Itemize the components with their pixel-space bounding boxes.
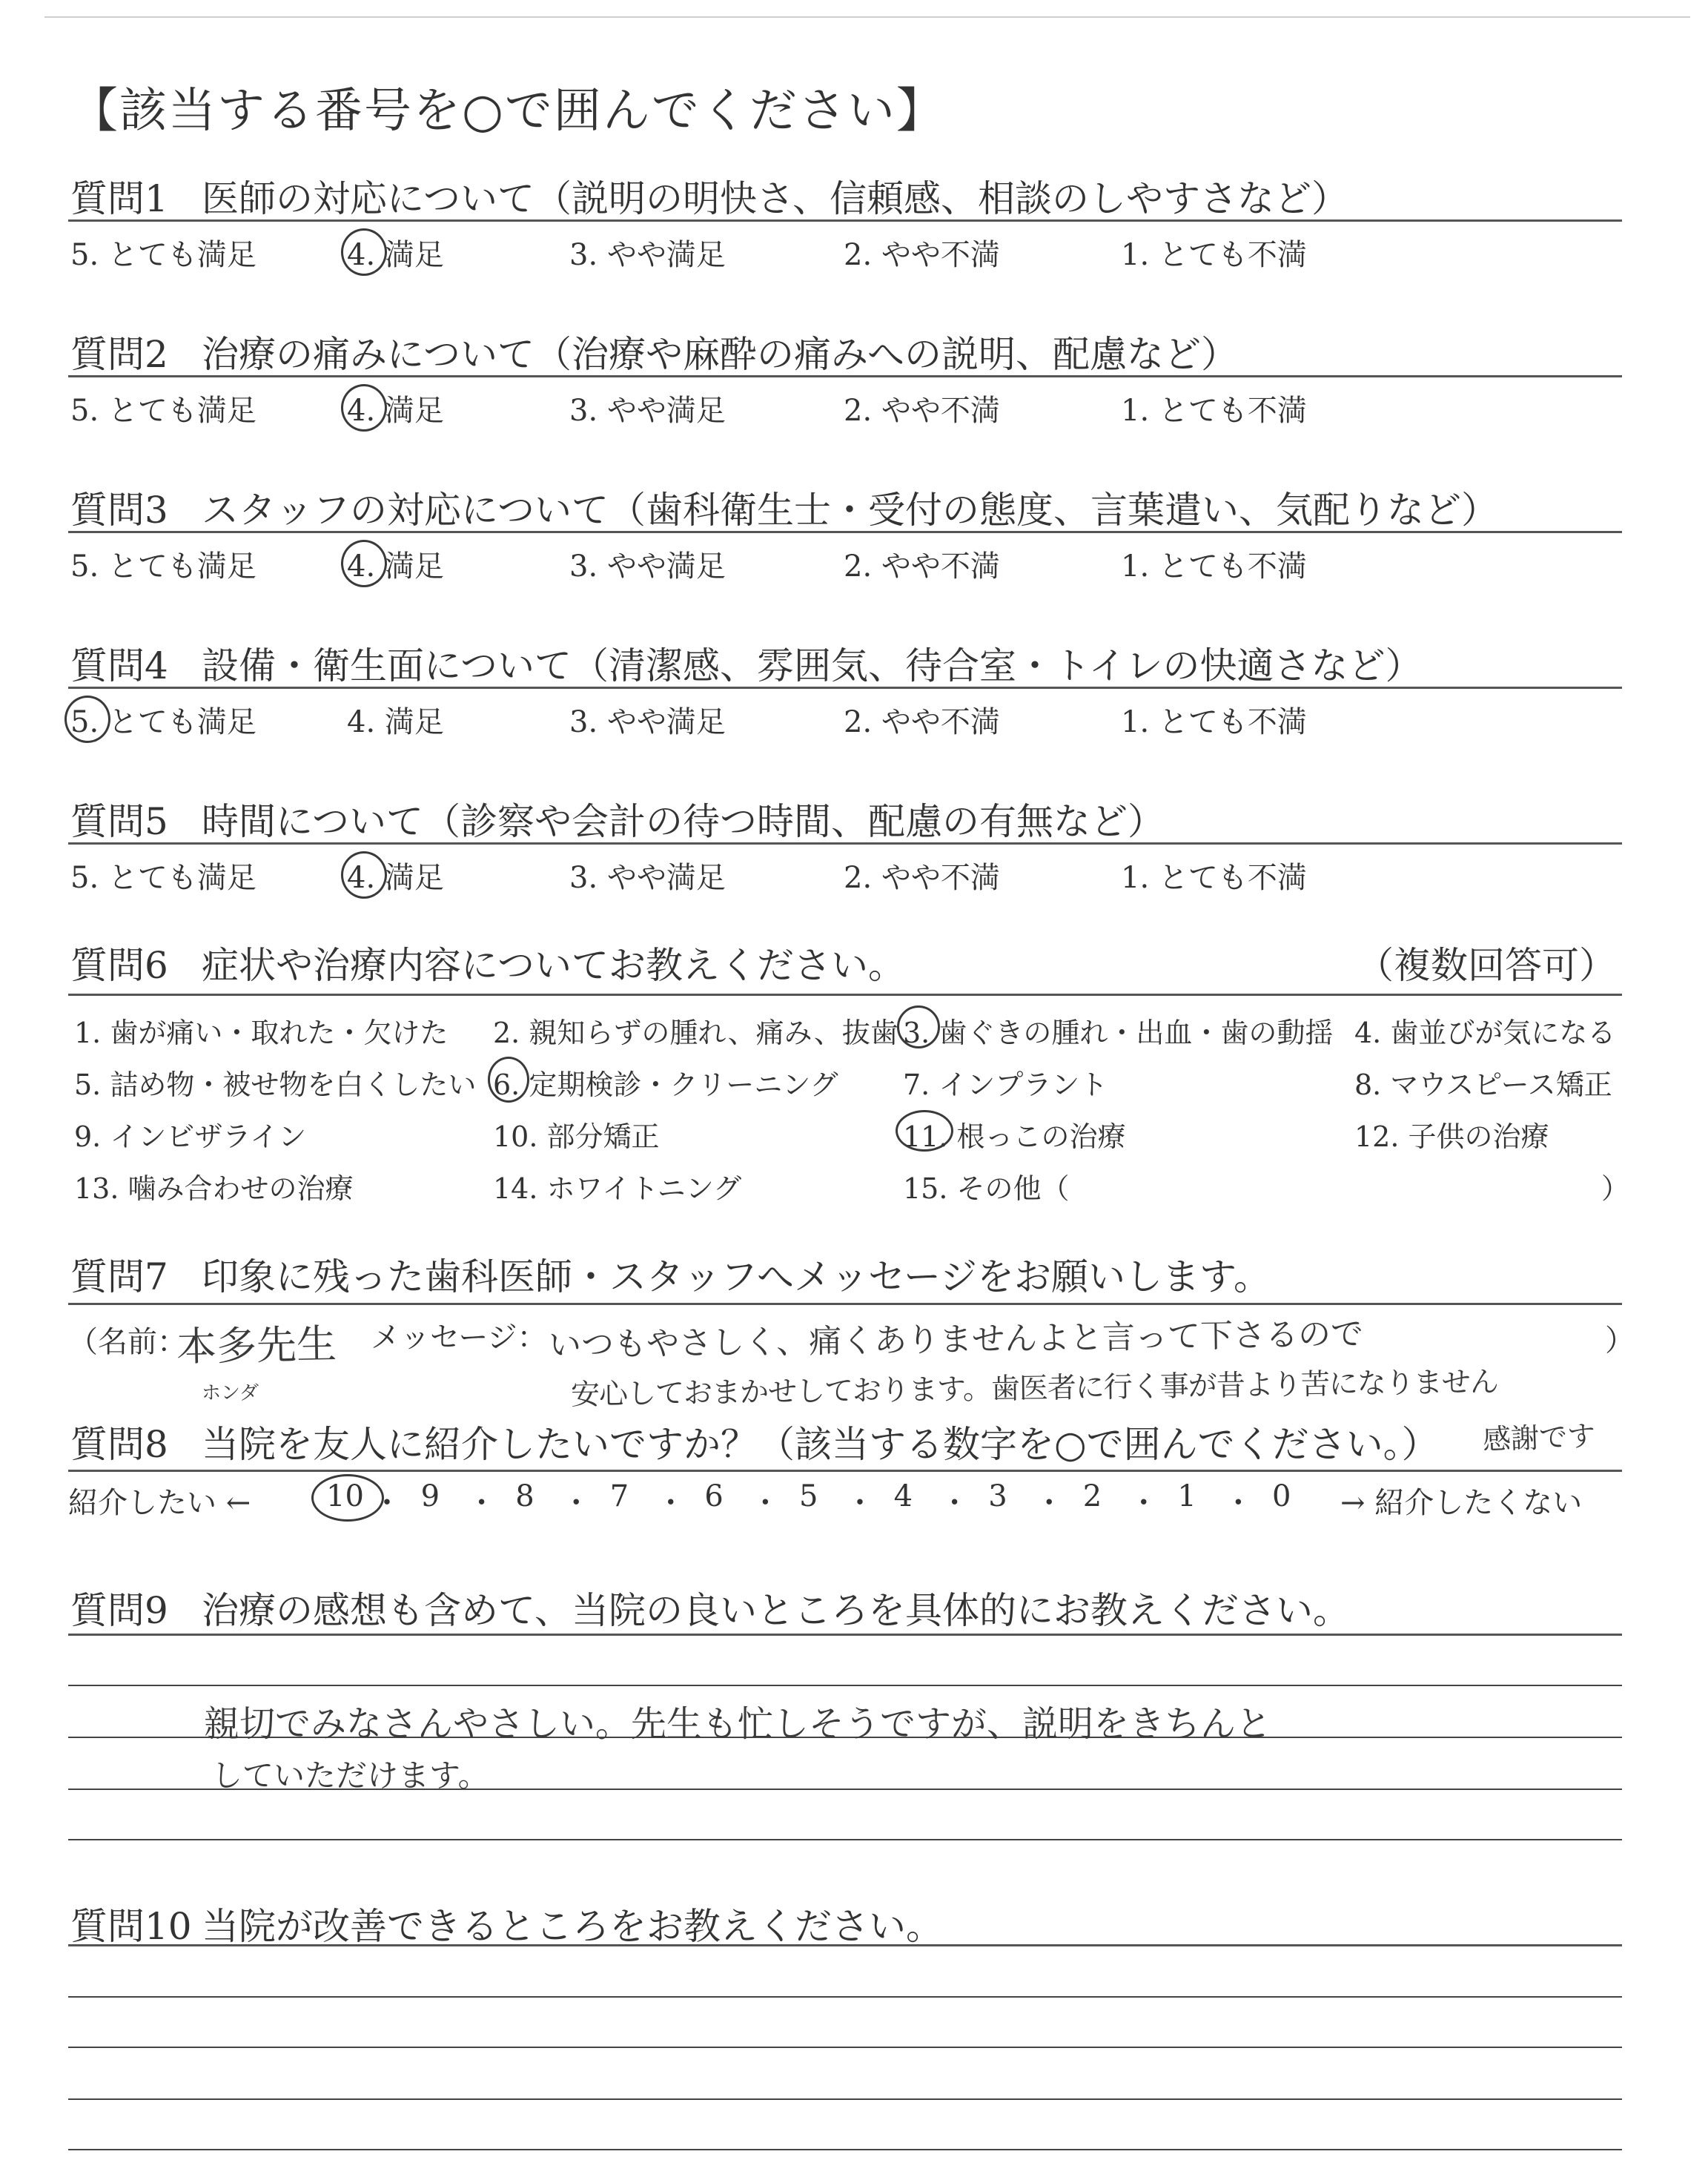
q7-close-paren: ） (1605, 1324, 1635, 1358)
q8-scale-separator: ・ (655, 1486, 686, 1520)
q6-option-13[interactable]: 13. 噛み合わせの治療 (74, 1172, 354, 1205)
q8-text: 当院を友人に紹介したいですか？（該当する数字を○で囲んでください。） (202, 1423, 1439, 1466)
q8-scale-1[interactable]: 1 (1177, 1479, 1196, 1513)
q8-scale-separator: ・ (561, 1486, 592, 1520)
q8-scale-7[interactable]: 7 (609, 1479, 629, 1513)
q2-option-3[interactable]: 3. やや満足 (569, 394, 726, 428)
q5-rule (68, 842, 1622, 845)
q4-option-5[interactable]: 5. とても満足 (70, 705, 256, 739)
q8-scale-6[interactable]: 6 (704, 1479, 724, 1513)
q9-label: 質問9 (70, 1589, 168, 1632)
q6-option-2[interactable]: 2. 親知らずの腫れ、痛み、抜歯 (493, 1017, 898, 1049)
q3-label: 質問3 (70, 489, 168, 532)
q6-label: 質問6 (70, 944, 168, 987)
q5-text: 時間について（診察や会計の待つ時間、配慮の有無など） (202, 800, 1165, 843)
q7-name-handwritten[interactable]: 本多先生 (176, 1321, 337, 1370)
q8-scale-9[interactable]: 9 (420, 1479, 440, 1513)
q6-option-8[interactable]: 8. マウスピース矯正 (1354, 1069, 1612, 1101)
q4-label: 質問4 (70, 644, 168, 687)
q2-option-5[interactable]: 5. とても満足 (70, 394, 256, 428)
q4-option-3[interactable]: 3. やや満足 (569, 705, 726, 739)
q5-option-3[interactable]: 3. やや満足 (569, 861, 726, 895)
q5-label: 質問5 (70, 800, 168, 843)
q3-option-3[interactable]: 3. やや満足 (569, 549, 726, 584)
q2-selection-circle (341, 384, 387, 432)
q5-option-4[interactable]: 4. 満足 (347, 861, 444, 895)
q9-answer-line1[interactable]: 親切でみなさんやさしい。先生も忙しそうですが、説明をきちんと (204, 1703, 1272, 1745)
q9-text: 治療の感想も含めて、当院の良いところを具体的にお教えください。 (202, 1589, 1350, 1632)
q4-option-2[interactable]: 2. やや不満 (844, 705, 1000, 739)
q1-option-1[interactable]: 1. とても不満 (1121, 238, 1307, 272)
q5-option-2[interactable]: 2. やや不満 (844, 861, 1000, 895)
q1-label: 質問1 (70, 177, 168, 220)
q10-label: 質問10 (70, 1905, 192, 1948)
q4-option-4[interactable]: 4. 満足 (347, 705, 444, 739)
q3-option-2[interactable]: 2. やや不満 (844, 549, 1000, 584)
q2-option-4[interactable]: 4. 満足 (347, 394, 444, 428)
q4-text: 設備・衛生面について（清潔感、雰囲気、待合室・トイレの快適さなど） (202, 644, 1423, 687)
instruction-heading: 【該当する番号を○で囲んでください】 (70, 84, 945, 139)
q1-text: 医師の対応について（説明の明快さ、信頼感、相談のしやすさなど） (202, 177, 1348, 220)
q6-option-9[interactable]: 9. インビザライン (74, 1120, 307, 1153)
q6-selection-circle-3 (897, 1005, 940, 1048)
q8-scale-5[interactable]: 5 (799, 1479, 818, 1513)
q7-rule (68, 1303, 1622, 1305)
q6-selection-circle-6 (488, 1057, 529, 1103)
q10-answer-line-1 (68, 1996, 1622, 1998)
q7-label: 質問7 (70, 1255, 168, 1298)
q7-message-line1[interactable]: いつもやさしく、痛くありませんよと言って下さるので (548, 1315, 1364, 1364)
q10-answer-line-3 (68, 2098, 1622, 2100)
q10-text: 当院が改善できるところをお教えください。 (202, 1905, 943, 1948)
q7-name-furigana: ホンダ (202, 1382, 259, 1404)
q3-rule (68, 531, 1622, 533)
q8-rule (68, 1470, 1622, 1472)
q3-option-4[interactable]: 4. 満足 (347, 549, 444, 584)
q9-answer-line2[interactable]: していただけます。 (211, 1757, 489, 1794)
q8-side-note[interactable]: 感謝です (1482, 1419, 1596, 1456)
q6-option-1[interactable]: 1. 歯が痛い・取れた・欠けた (74, 1017, 448, 1049)
q1-option-3[interactable]: 3. やや満足 (569, 238, 726, 272)
q10-rule (68, 1944, 1622, 1946)
q5-selection-circle (341, 851, 387, 899)
q4-rule (68, 687, 1622, 689)
q7-message-label: メッセージ： (371, 1321, 547, 1355)
q6-option-3[interactable]: 3. 歯ぐきの腫れ・出血・歯の動揺 (903, 1017, 1334, 1049)
q6-text: 症状や治療内容についてお教えください。 (202, 944, 905, 987)
q8-scale-4[interactable]: 4 (893, 1479, 913, 1513)
q9-answer-line-1 (68, 1685, 1622, 1686)
q1-selection-circle (341, 228, 387, 276)
q4-option-1[interactable]: 1. とても不満 (1121, 705, 1307, 739)
q8-scale-separator: ・ (372, 1486, 402, 1520)
q3-text: スタッフの対応について（歯科衛生士・受付の態度、言葉遣い、気配りなど） (202, 489, 1498, 532)
q2-option-1[interactable]: 1. とても不満 (1121, 394, 1307, 428)
q6-option-6[interactable]: 6. 定期検診・クリーニング (493, 1069, 838, 1101)
q2-rule (68, 375, 1622, 377)
q6-option-12[interactable]: 12. 子供の治療 (1354, 1120, 1549, 1153)
q6-option-14[interactable]: 14. ホワイトニング (493, 1172, 742, 1205)
q1-option-2[interactable]: 2. やや不満 (844, 238, 1000, 272)
q5-option-5[interactable]: 5. とても満足 (70, 861, 256, 895)
q8-scale-8[interactable]: 8 (515, 1479, 534, 1513)
q8-scale-separator: ・ (466, 1486, 497, 1520)
q6-option-5[interactable]: 5. 詰め物・被せ物を白くしたい (74, 1069, 477, 1101)
q6-selection-circle-11 (896, 1110, 953, 1152)
q8-scale-separator: ・ (1128, 1486, 1159, 1520)
q10-answer-line-2 (68, 2047, 1622, 2048)
q2-label: 質問2 (70, 333, 168, 376)
q2-text: 治療の痛みについて（治療や麻酔の痛みへの説明、配慮など） (202, 333, 1238, 376)
q6-option-4[interactable]: 4. 歯並びが気になる (1354, 1017, 1616, 1049)
q2-option-2[interactable]: 2. やや不満 (844, 394, 1000, 428)
q1-option-5[interactable]: 5. とても満足 (70, 238, 256, 272)
q8-scale-separator: ・ (1223, 1486, 1254, 1520)
q8-scale-separator: ・ (750, 1486, 781, 1520)
q8-scale-separator: ・ (845, 1486, 875, 1520)
q10-answer-line-4 (68, 2149, 1622, 2150)
q8-scale-3[interactable]: 3 (988, 1479, 1007, 1513)
q6-option-11[interactable]: 11. 根っこの治療 (903, 1120, 1126, 1153)
q3-option-5[interactable]: 5. とても満足 (70, 549, 256, 584)
q6-rule (68, 994, 1622, 996)
q8-selection-circle-10 (311, 1474, 384, 1522)
q8-scale-2[interactable]: 2 (1082, 1479, 1102, 1513)
q8-left-label: 紹介したい ← (68, 1486, 251, 1520)
q1-rule (68, 219, 1622, 222)
q7-name-label: （名前： (68, 1325, 187, 1359)
q9-rule (68, 1634, 1622, 1636)
q7-message-line2[interactable]: 安心しておまかせしております。歯医者に行く事が昔より苦になりません (570, 1365, 1499, 1412)
q8-scale-10[interactable]: 10 (326, 1479, 364, 1513)
q6-option-10[interactable]: 10. 部分矯正 (493, 1120, 660, 1153)
q6-other-close-paren: ） (1601, 1172, 1630, 1205)
q8-scale-separator: ・ (1034, 1486, 1065, 1520)
q5-option-1[interactable]: 1. とても不満 (1121, 861, 1307, 895)
q7-text: 印象に残った歯科医師・スタッフへメッセージをお願いします。 (202, 1255, 1271, 1298)
q1-option-4[interactable]: 4. 満足 (347, 238, 444, 272)
q3-option-1[interactable]: 1. とても不満 (1121, 549, 1307, 584)
q6-option-15[interactable]: 15. その他（ (903, 1172, 1070, 1205)
q4-selection-circle (64, 696, 110, 743)
q8-label: 質問8 (70, 1423, 168, 1466)
q6-option-7[interactable]: 7. インプラント (903, 1069, 1108, 1101)
q8-scale-separator: ・ (939, 1486, 970, 1520)
q3-selection-circle (341, 540, 387, 587)
q6-note: （複数回答可） (1357, 944, 1616, 987)
scan-edge-line (44, 16, 1690, 18)
q9-answer-line-4 (68, 1839, 1622, 1840)
q8-scale-0[interactable]: 0 (1272, 1479, 1291, 1513)
q8-right-label: → 紹介したくない (1340, 1486, 1583, 1520)
